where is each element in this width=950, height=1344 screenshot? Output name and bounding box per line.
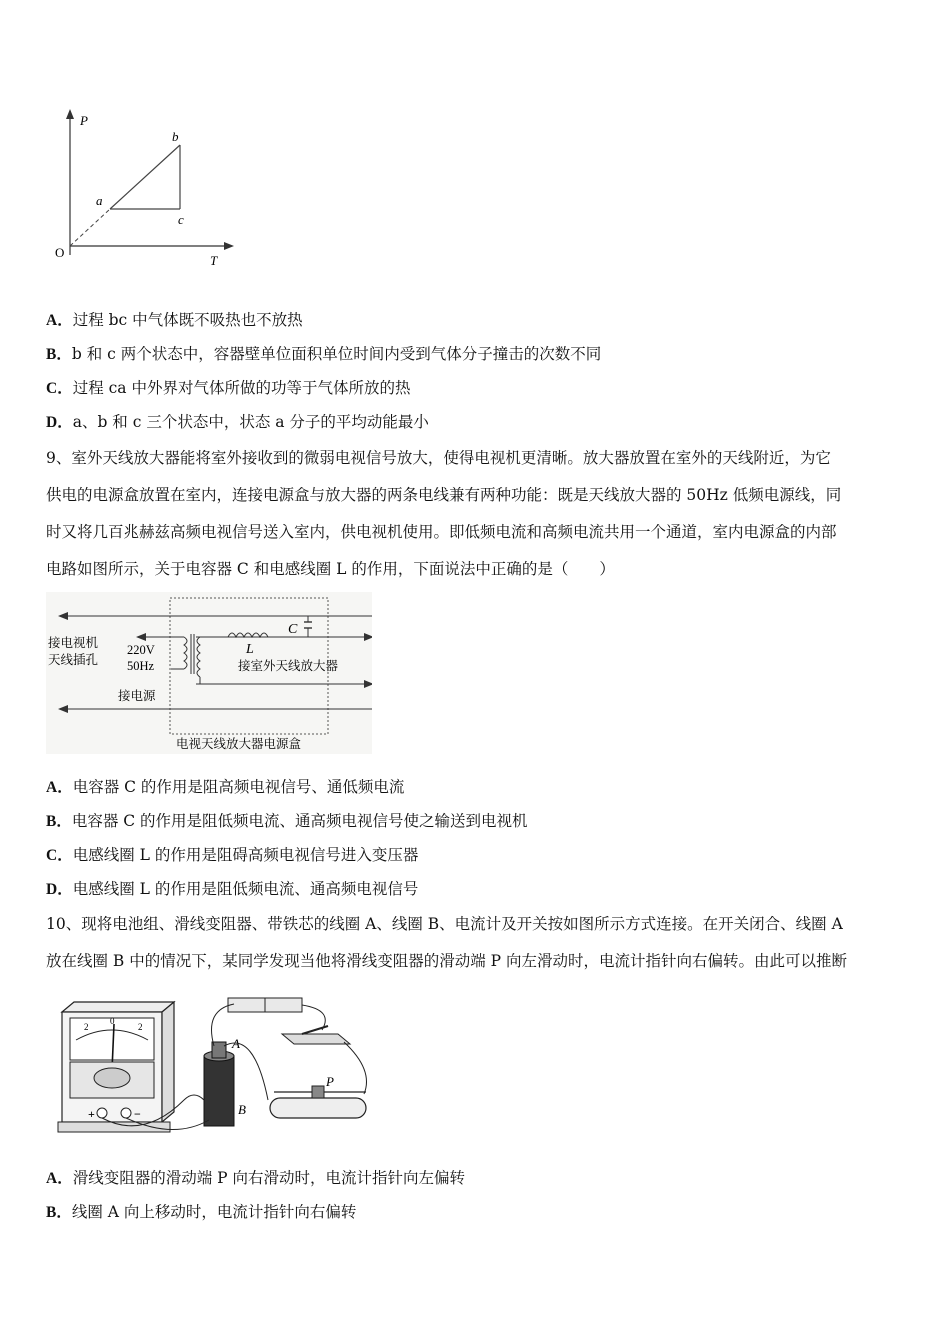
- power-box-circuit-svg: [46, 592, 372, 754]
- label-p: P: [80, 113, 88, 128]
- label-slider: P: [326, 1074, 334, 1089]
- tv-top-arrow: [58, 612, 68, 620]
- label-b: b: [172, 129, 179, 144]
- galvanometer-top: [62, 1002, 174, 1012]
- transformer-primary: [184, 637, 187, 669]
- power-arrow: [364, 680, 372, 688]
- terminal-plus: +: [88, 1107, 95, 1121]
- q10-line-1: 10、现将电池组、滑线变阻器、带铁芯的线圈 A、线圈 B、电流计及开关按如图所示方式连接。在开关闭合、线圈 A: [46, 915, 843, 933]
- tv-bottom-arrow: [58, 705, 68, 713]
- q9-option-b: B．电容器 C 的作用是阻低频电流、通高频电视信号使之输送到电视机: [46, 812, 528, 830]
- y-axis-arrow: [66, 109, 74, 119]
- label-o: O: [55, 245, 65, 260]
- label-amplifier: 接室外天线放大器: [238, 659, 339, 673]
- rheostat-body: [270, 1098, 366, 1118]
- label-t: T: [210, 253, 218, 268]
- q8-option-b: B．b 和 c 两个状态中，容器壁单位面积单位时间内受到气体分子撞击的次数不同: [46, 345, 602, 363]
- power-box-circuit: [46, 592, 372, 754]
- induction-apparatus-svg: [54, 990, 378, 1140]
- terminal-minus: −: [134, 1107, 141, 1121]
- q9-line-3: 时又将几百兆赫兹高频电视信号送入室内，供电视机使用。即低频电流和高频电流共用一个通道，室内电源盒的内部: [46, 523, 837, 541]
- q8-option-c: C．过程 ca 中外界对气体所做的功等于气体所放的热: [46, 379, 411, 397]
- pt-graph-svg: [50, 105, 240, 275]
- galvanometer-side: [162, 1002, 174, 1122]
- label-tv-2: 天线插孔: [48, 653, 99, 667]
- inductor-coil: [228, 633, 268, 637]
- q9-option-a: A．电容器 C 的作用是阻高频电视信号、通低频电流: [46, 778, 405, 796]
- dashed-extension: [70, 209, 110, 246]
- galvanometer-dial: [94, 1068, 130, 1088]
- scale-left: 2: [84, 1022, 89, 1032]
- amp-top-arrow: [364, 633, 372, 641]
- label-voltage: 220V: [127, 643, 155, 657]
- label-power: 接电源: [118, 689, 156, 703]
- coil-b: [204, 1056, 234, 1126]
- rheostat-slider: [312, 1086, 324, 1098]
- q9-option-c: C．电感线圈 L 的作用是阻碍高频电视信号进入变压器: [46, 846, 419, 864]
- switch-lever: [302, 1026, 328, 1034]
- q9-line-4: 电路如图所示，关于电容器 C 和电感线圈 L 的作用，下面说法中正确的是（ ）: [46, 560, 615, 578]
- label-a: a: [96, 193, 103, 208]
- pt-graph: [50, 105, 240, 275]
- q8-option-d: D．a、b 和 c 三个状态中，状态 a 分子的平均动能最小: [46, 413, 429, 431]
- label-c: c: [178, 212, 184, 227]
- q8-option-a: A．过程 bc 中气体既不吸热也不放热: [46, 311, 303, 329]
- wire-6: [344, 1042, 367, 1094]
- q10-option-a: A．滑线变阻器的滑动端 P 向右滑动时，电流计指针向左偏转: [46, 1169, 465, 1187]
- q10-line-2: 放在线圈 B 中的情况下，某同学发现当他将滑线变阻器的滑动端 P 向左滑动时，电流计指针向右偏转。由此可以推断: [46, 952, 848, 970]
- switch-base: [282, 1034, 350, 1044]
- label-capacitor: C: [288, 622, 298, 637]
- label-frequency: 50Hz: [127, 659, 155, 673]
- wire-4: [302, 1005, 325, 1030]
- scale-mid: 0: [110, 1016, 115, 1026]
- q9-line-2: 供电的电源盒放置在室内，连接电源盒与放大器的两条电线兼有两种功能：既是天线放大器的 50Hz 低频电源线，同: [46, 486, 842, 504]
- line-ab: [110, 145, 180, 209]
- label-coil-a: A: [232, 1036, 240, 1051]
- induction-apparatus: [54, 990, 378, 1140]
- terminal-minus-knob: [121, 1108, 131, 1118]
- q9-line-1: 9、室外天线放大器能将室外接收到的微弱电视信号放大，使得电视机更清晰。放大器放置在室外的天线附近，为它: [46, 449, 831, 467]
- label-tv-1: 接电视机: [48, 636, 99, 650]
- q10-option-b: B．线圈 A 向上移动时，电流计指针向右偏转: [46, 1203, 357, 1221]
- scale-right: 2: [138, 1022, 143, 1032]
- transformer-secondary: [197, 637, 200, 677]
- q9-option-d: D．电感线圈 L 的作用是阻低频电流、通高频电视信号: [46, 880, 419, 898]
- label-box: 电视天线放大器电源盒: [176, 737, 302, 751]
- label-inductor: L: [246, 642, 254, 657]
- x-axis-arrow: [224, 242, 234, 250]
- terminal-plus-knob: [97, 1108, 107, 1118]
- label-coil-b: B: [238, 1102, 246, 1117]
- coil-a: [212, 1042, 226, 1058]
- mains-arrow-head: [136, 633, 146, 641]
